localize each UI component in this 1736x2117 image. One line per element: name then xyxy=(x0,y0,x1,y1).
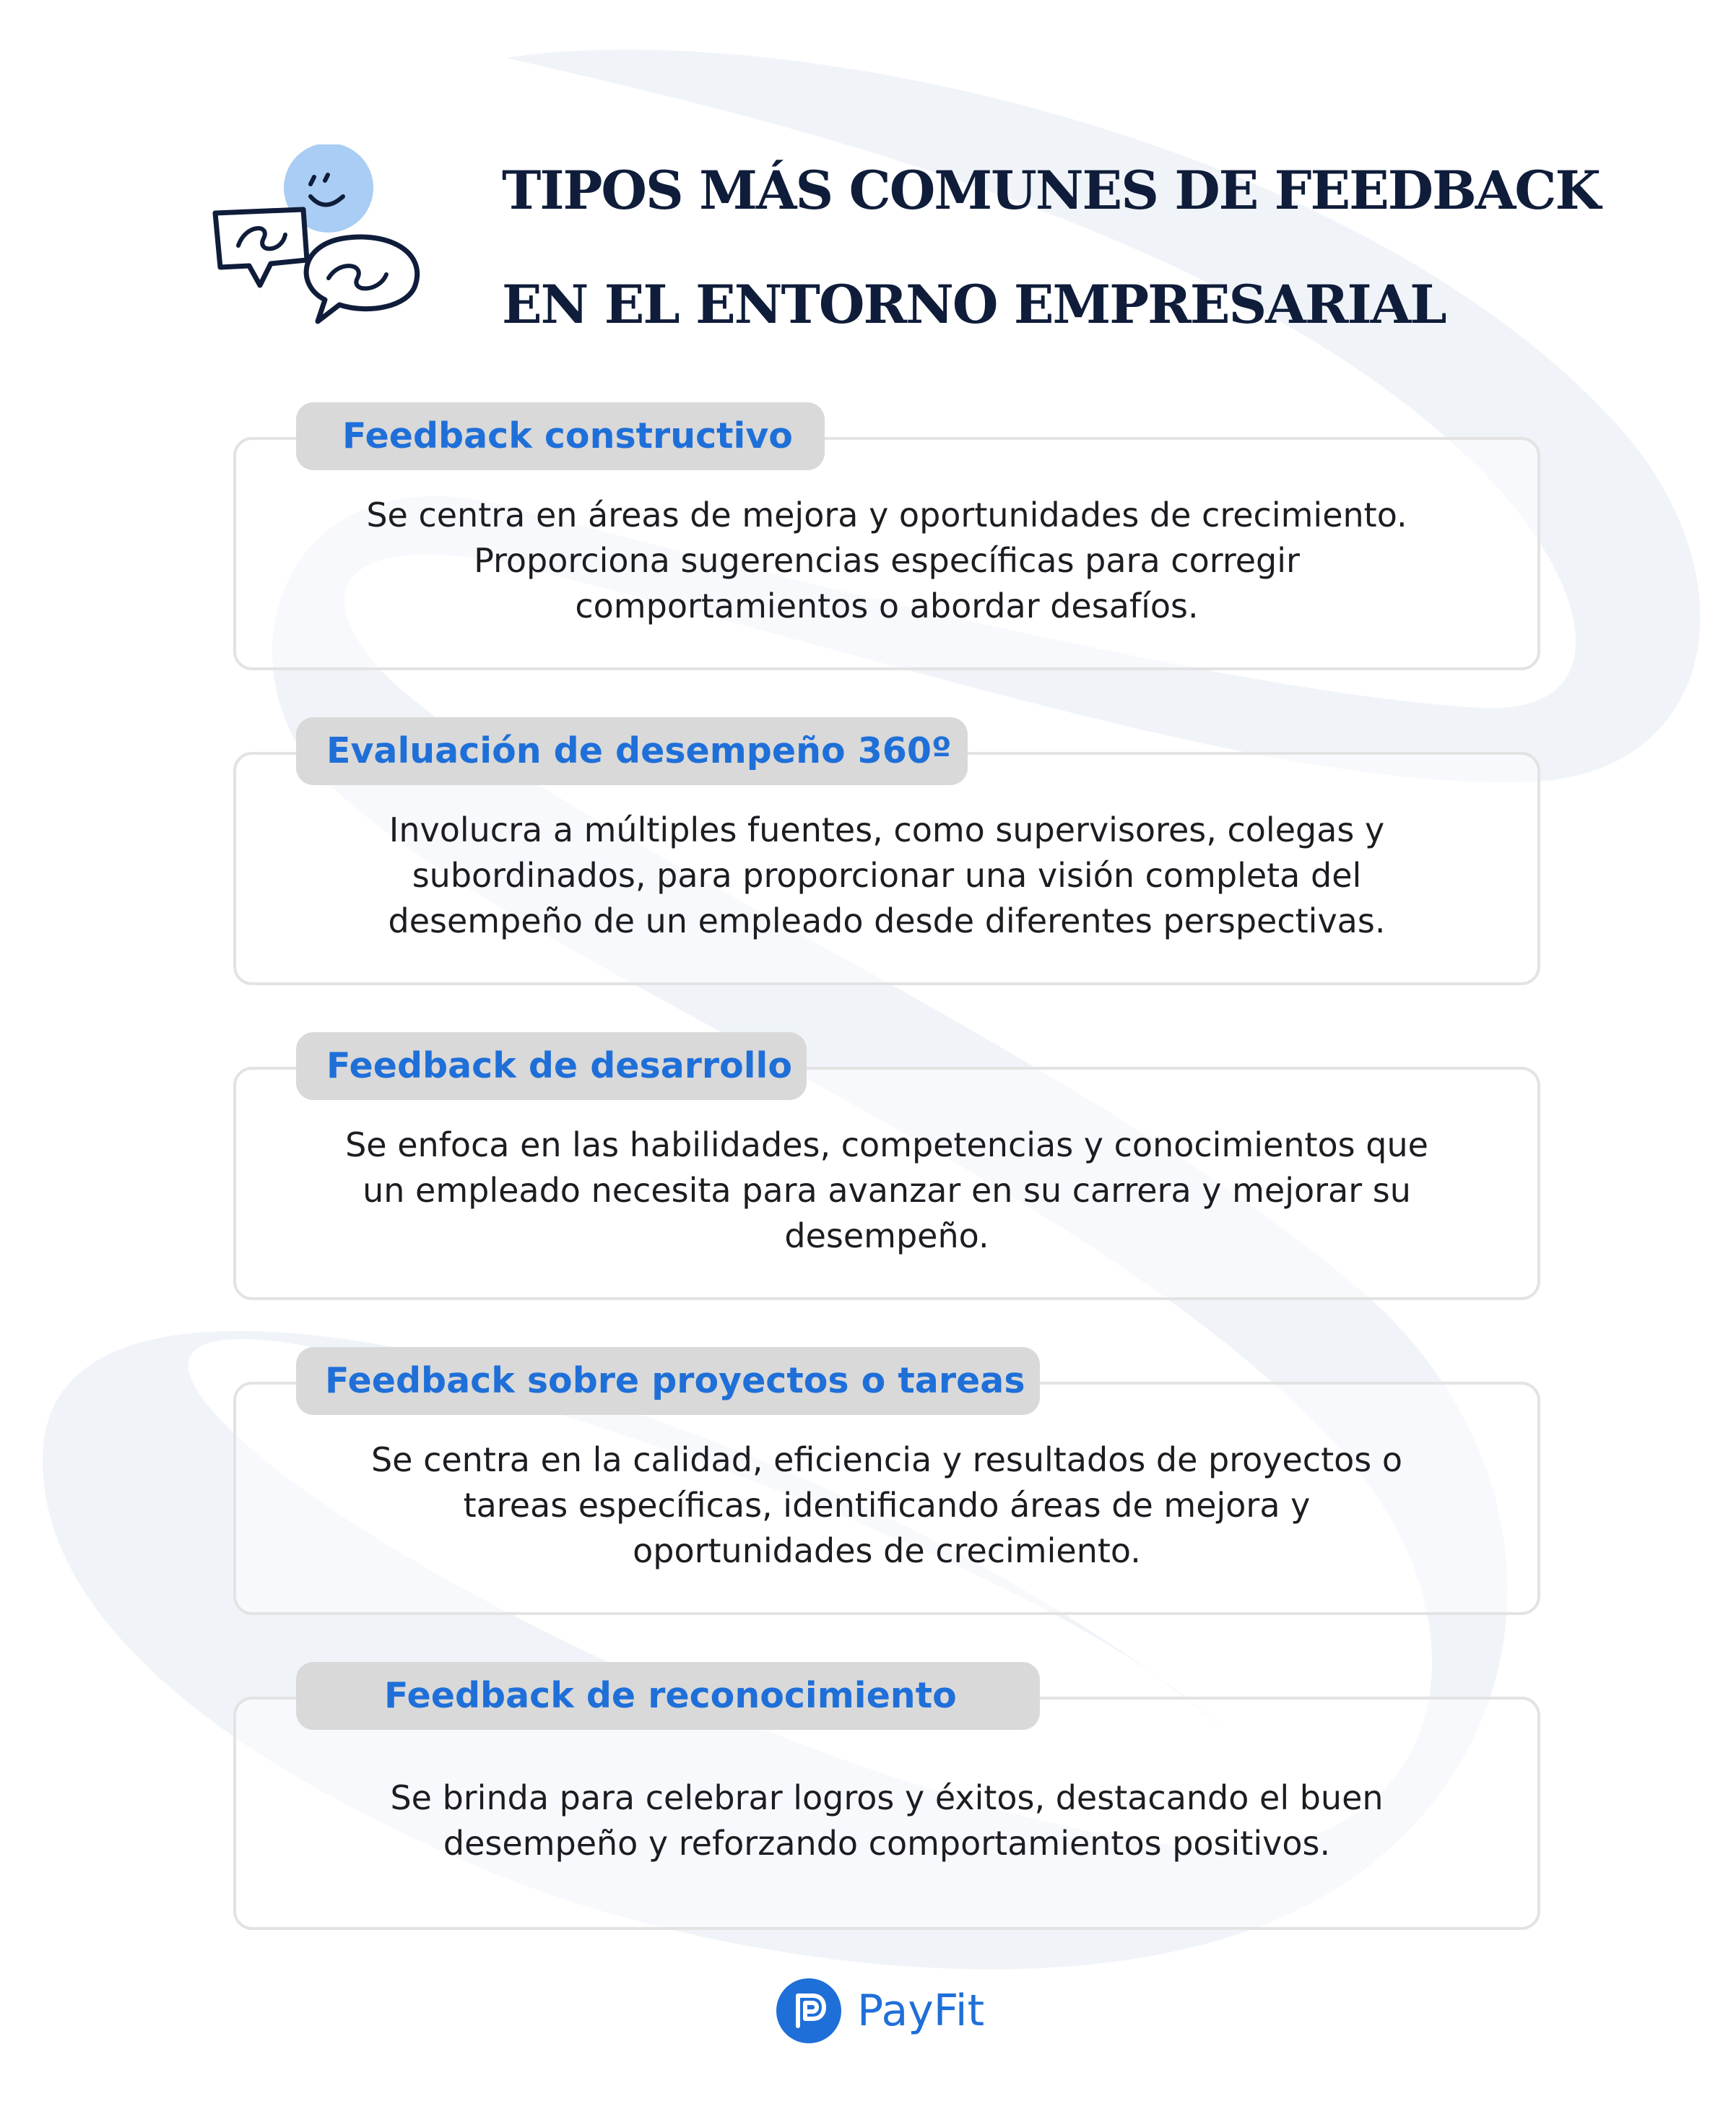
card-text-line: desempeño. xyxy=(784,1216,989,1255)
card-text-line: Se centra en áreas de mejora y oportunidades de crecimiento. xyxy=(366,495,1407,534)
card-description xyxy=(236,1700,1537,1927)
title-line-2: EN EL ENTORNO EMPRESARIAL xyxy=(502,274,1446,336)
feedback-card-constructivo xyxy=(233,437,1540,670)
card-text-line: un empleado necesita para avanzar en su carrera y mejorar su xyxy=(363,1171,1411,1210)
card-text-line: Proporciona sugerencias específicas para corregir xyxy=(474,541,1300,580)
card-description xyxy=(236,1385,1537,1612)
card-description xyxy=(236,440,1537,667)
card-text-line: Se centra en la calidad, eficiencia y resultados de proyectos o xyxy=(370,1440,1403,1479)
card-label-desarrollo: Feedback de desarrollo xyxy=(296,1032,807,1100)
payfit-logo-icon xyxy=(776,1978,841,2043)
chat-bubbles-icon xyxy=(209,144,426,332)
card-label-proyectos: Feedback sobre proyectos o tareas xyxy=(296,1347,1040,1415)
title-line-1: TIPOS MÁS COMUNES DE FEEDBACK xyxy=(502,160,1600,222)
payfit-logo-text: PayFit xyxy=(857,1986,985,2036)
card-text-line: desempeño y reforzando comportamientos positivos. xyxy=(443,1823,1331,1863)
card-text-line: desempeño de un empleado desde diferentes perspectivas. xyxy=(388,901,1386,940)
card-text-line: tareas específicas, identificando áreas de mejora y xyxy=(463,1486,1311,1525)
card-label-reconocimiento: Feedback de reconocimiento xyxy=(296,1662,1040,1730)
feedback-card-desarrollo xyxy=(233,1067,1540,1300)
card-text-line: Involucra a múltiples fuentes, como supervisores, colegas y xyxy=(389,810,1385,849)
payfit-logo xyxy=(776,1978,984,2043)
card-description xyxy=(236,755,1537,982)
card-description xyxy=(236,1070,1537,1297)
feedback-card-360 xyxy=(233,752,1540,985)
card-label-360: Evaluación de desempeño 360º xyxy=(296,717,968,785)
card-text-line: Se brinda para celebrar logros y éxitos, destacando el buen xyxy=(390,1778,1384,1817)
card-text-line: subordinados, para proporcionar una visión completa del xyxy=(412,856,1362,895)
card-text-line: oportunidades de crecimiento. xyxy=(633,1531,1141,1570)
card-label-constructivo: Feedback constructivo xyxy=(296,402,825,470)
feedback-card-reconocimiento xyxy=(233,1697,1540,1930)
page-title xyxy=(502,134,1600,362)
card-text-line: Se enfoca en las habilidades, competencias y conocimientos que xyxy=(345,1125,1428,1164)
feedback-card-proyectos xyxy=(233,1382,1540,1615)
card-text-line: comportamientos o abordar desafíos. xyxy=(575,586,1199,625)
